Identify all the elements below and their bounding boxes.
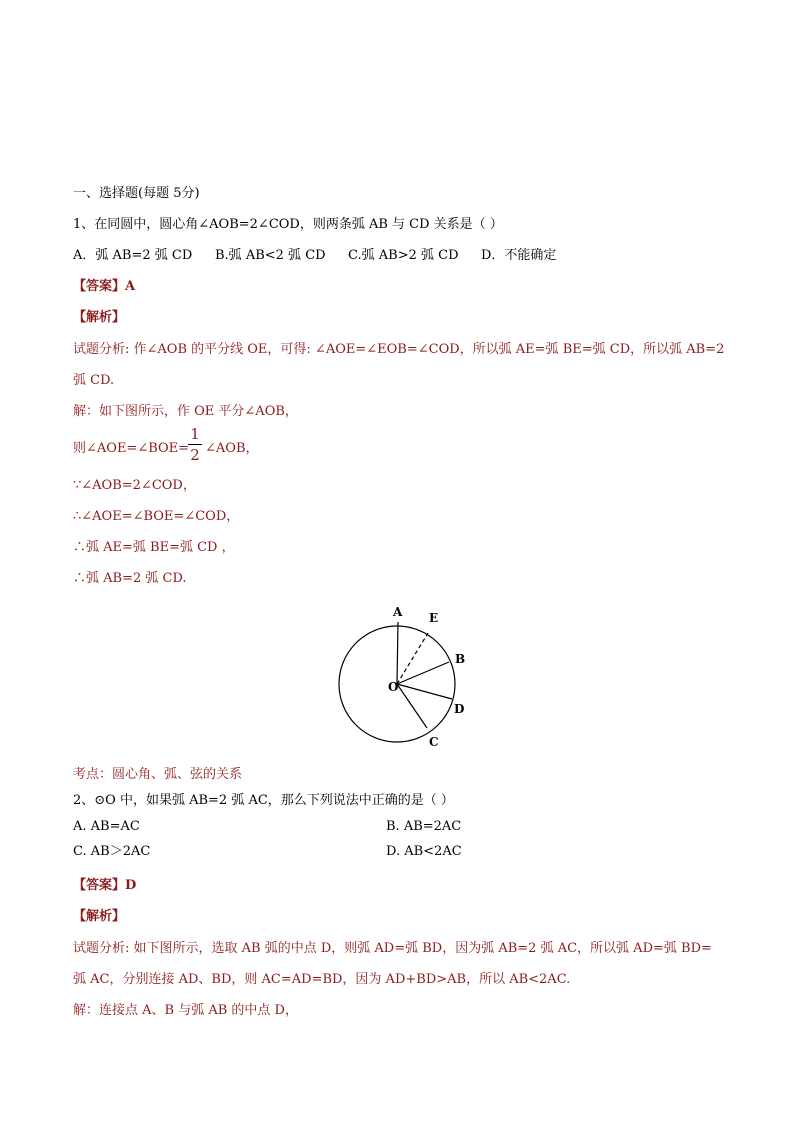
q1-answer-label: 【答案】 bbox=[73, 279, 126, 294]
q1-option-b: B.弧 AB<2 弧 CD bbox=[215, 248, 326, 263]
q1-fraction bbox=[188, 426, 202, 463]
q1-analysis-label: 【解析】 bbox=[73, 310, 126, 325]
q2-analysis-label: 【解析】 bbox=[73, 909, 126, 924]
q2-option-d: D. AB<2AC bbox=[386, 844, 462, 859]
q1-option-c: C.弧 AB>2 弧 CD bbox=[348, 248, 459, 263]
q2-stem: 2、⊙O 中，如果弧 AB=2 弧 AC，那么下列说法中正确的是（ ） bbox=[73, 793, 454, 808]
q2-option-b: B. AB=2AC bbox=[386, 819, 462, 834]
q1-solution-line1: 解：如下图所示，作 OE 平分∠AOB， bbox=[73, 404, 298, 419]
q1-solution-line3: ∵∠AOB=2∠COD， bbox=[73, 478, 196, 493]
radius-oe-dashed bbox=[397, 633, 428, 684]
q2-answer-value: D bbox=[125, 878, 137, 893]
q2-answer bbox=[73, 877, 136, 895]
label-a: A bbox=[393, 605, 403, 619]
fraction-numerator: 1 bbox=[188, 426, 202, 445]
radius-oa bbox=[397, 622, 398, 684]
q1-answer bbox=[73, 278, 135, 296]
label-e: E bbox=[429, 611, 439, 625]
label-d: D bbox=[454, 702, 465, 716]
q2-answer-label: 【答案】 bbox=[73, 878, 126, 893]
label-b: B bbox=[455, 652, 466, 666]
q1-analysis-line1: 试题分析: 作∠AOB 的平分线 OE，可得: ∠AOE=∠EOB=∠COD，所以弧 AE=弧 BE=弧 CD，所以弧 AB=2 bbox=[73, 342, 725, 357]
q2-analysis-line1: 试题分析: 如下图所示，选取 AB 弧的中点 D，则弧 AD=弧 BD，因为弧 AB=2 弧 AC，所以弧 AD=弧 BD= bbox=[73, 941, 712, 956]
q2-option-a: A. AB=AC bbox=[73, 819, 140, 834]
q1-solution-line4: ∴∠AOE=∠BOE=∠COD， bbox=[73, 509, 240, 524]
q1-solution-line6: ∴弧 AB=2 弧 CD. bbox=[73, 571, 187, 586]
q1-answer-value: A bbox=[125, 279, 136, 294]
q2-solution-line1: 解：连接点 A、B 与弧 AB 的中点 D， bbox=[73, 1003, 298, 1018]
section-title: 一、选择题(每题 5分) bbox=[73, 186, 200, 201]
q1-solution-line5: ∴弧 AE=弧 BE=弧 CD ， bbox=[73, 540, 235, 555]
q1-solution-line2-prefix: 则∠AOE=∠BOE= bbox=[73, 441, 190, 456]
radius-ob bbox=[397, 662, 449, 684]
fraction-denominator: 2 bbox=[190, 446, 200, 464]
q1-stem: 1、在同圆中，圆心角∠AOB=2∠COD，则两条弧 AB 与 CD 关系是（ ） bbox=[73, 217, 503, 232]
q2-option-c: C. AB＞2AC bbox=[73, 844, 151, 859]
q2-analysis-line2: 弧 AC，分别连接 AD、BD，则 AC=AD=BD，因为 AD+BD>AB，所以 AB<2AC. bbox=[73, 972, 571, 987]
q1-option-a: A．弧 AB=2 弧 CD bbox=[73, 248, 193, 263]
label-o: O bbox=[388, 680, 399, 694]
q1-kaodian: 考点：圆心角、弧、弦的关系 bbox=[73, 767, 243, 782]
circle-diagram bbox=[325, 598, 475, 758]
q1-analysis-line2: 弧 CD. bbox=[73, 373, 115, 388]
label-c: C bbox=[429, 735, 439, 749]
q1-solution-line2-suffix: ∠AOB， bbox=[205, 441, 259, 456]
q1-option-d: D．不能确定 bbox=[481, 248, 557, 263]
